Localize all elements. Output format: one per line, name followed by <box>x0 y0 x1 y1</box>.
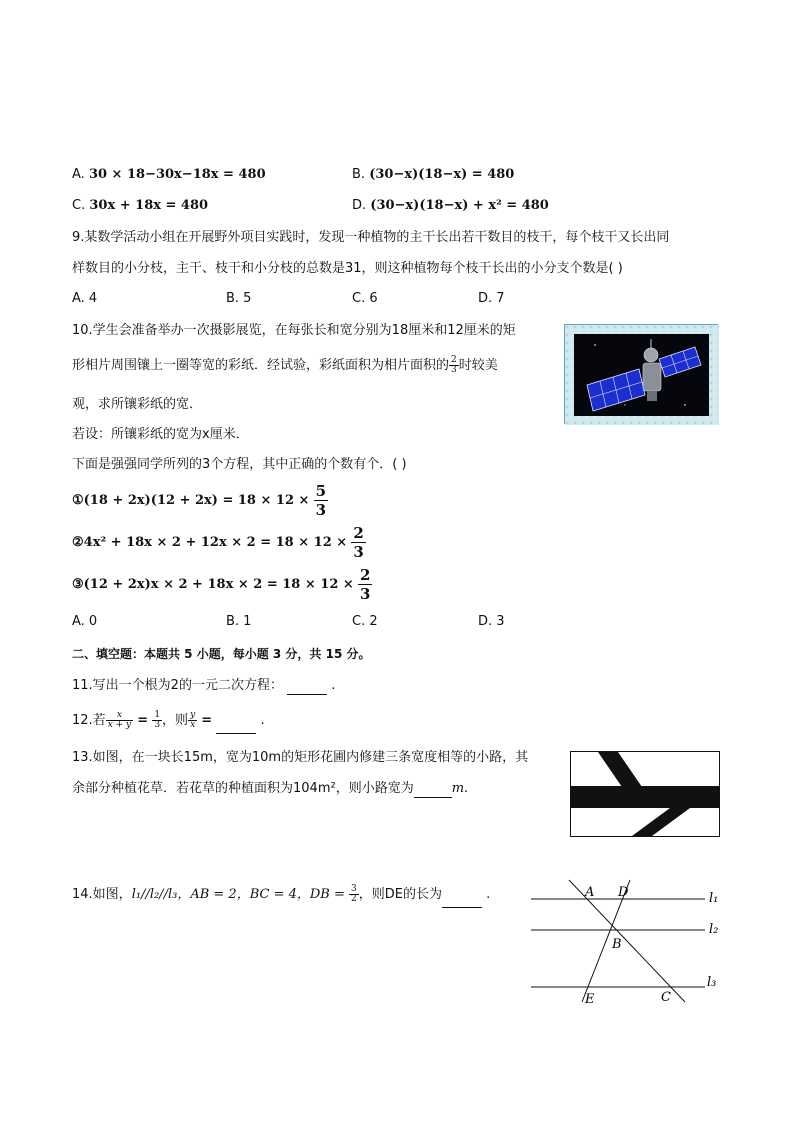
q10-line-1: 10.学生会准备举办一次摄影展览，在每张长和宽分别为18厘米和12厘米的矩 <box>72 323 516 338</box>
option-label: C. <box>72 198 86 213</box>
q14-lines: l₁//l₂//l₃ <box>131 887 178 902</box>
numerator: 2 <box>451 355 457 365</box>
answer-blank[interactable] <box>287 680 327 695</box>
q9-option-a: A. 4 <box>72 291 98 306</box>
q10-option-a: A. 0 <box>72 614 98 629</box>
equation-fraction <box>351 524 365 561</box>
q11 <box>72 677 335 695</box>
answer-blank[interactable] <box>442 893 482 908</box>
option-label: A. <box>72 167 85 182</box>
section-title: 二、填空题：本题共 5 小题，每小题 3 分，共 15 分。 <box>72 647 371 661</box>
q12-prefix: 12.若 <box>72 713 106 728</box>
q14-conditions: ，AB = 2，BC = 4，DB = <box>177 887 345 902</box>
option-expression: 30 × 18−30x−18x = 480 <box>88 167 266 182</box>
q13-line-2-text: 余部分种植花草．若花草的种植面积为104m²，则小路宽为 <box>72 781 414 796</box>
option-label: B. <box>352 167 366 182</box>
option-label: D. <box>352 198 367 213</box>
q14 <box>72 882 490 908</box>
q12-end: . <box>260 713 265 728</box>
q9-line-1: 9.某数学活动小组在开展野外项目实践时，发现一种植物的主干长出若干数目的枝干，每个枝干又长出同 <box>72 230 670 245</box>
numerator: x <box>106 711 133 721</box>
numerator: 2 <box>353 524 364 542</box>
q14-prefix: 14.如图， <box>72 887 132 902</box>
label-b: B <box>612 937 622 952</box>
label-l1: l₁ <box>709 891 719 906</box>
q10-option-c: C. 2 <box>352 614 378 629</box>
q10-line-2-end: 时较美 <box>458 358 498 373</box>
label-c: C <box>661 990 671 1005</box>
q10-equation-1 <box>72 482 328 520</box>
option-expression: (30−x)(18−x) + x² = 480 <box>370 198 549 213</box>
q9-option-b: B. 5 <box>226 291 252 306</box>
satellite-photo <box>564 324 718 424</box>
q10-line-3: 观，求所镶彩纸的宽． <box>72 397 203 412</box>
q8-option-b <box>352 166 514 184</box>
q8-option-c <box>72 197 208 215</box>
denominator: 3 <box>353 543 364 561</box>
q9-option-c: C. 6 <box>352 291 378 306</box>
numerator: 3 <box>351 884 357 894</box>
equation-text: ②4x² + 18x × 2 + 12x × 2 = 18 × 12 × <box>72 535 348 550</box>
q12-fraction-2 <box>152 711 162 730</box>
q8-option-d <box>352 197 549 215</box>
numerator: 5 <box>315 482 326 500</box>
q14-end: . <box>486 887 491 902</box>
label-e: E <box>585 992 595 1007</box>
q10-line-4: 若设：所镶彩纸的宽为x厘米． <box>72 427 249 442</box>
equation-text: ③(12 + 2x)x × 2 + 18x × 2 = 18 × 12 × <box>72 577 354 592</box>
q14-text: ，则DE的长为 <box>358 887 442 902</box>
q8-option-a <box>72 166 266 184</box>
q9-option-d: D. 7 <box>478 291 505 306</box>
q12 <box>72 708 265 734</box>
equation-text: ①(18 + 2x)(12 + 2x) = 18 × 12 × <box>72 493 310 508</box>
option-expression: (30−x)(18−x) = 480 <box>369 167 515 182</box>
q10-fraction <box>449 356 459 375</box>
denominator: x <box>190 720 196 730</box>
label-l3: l₃ <box>707 975 717 990</box>
q10-line-2 <box>72 356 498 375</box>
q12-fraction-3 <box>188 711 197 730</box>
equation-fraction <box>358 566 372 603</box>
denominator: 3 <box>359 585 371 603</box>
numerator: 2 <box>359 566 371 584</box>
q12-fraction-1 <box>106 711 133 730</box>
denominator: 3 <box>154 720 161 730</box>
q10-line-5: 下面是强强同学所列的3个方程，其中正确的个数有个．( ) <box>72 457 407 472</box>
equals-sign: = <box>201 713 213 728</box>
denominator: 2 <box>351 894 357 904</box>
denominator: 3 <box>315 501 326 519</box>
q10-option-d: D. 3 <box>478 614 505 629</box>
parallel-lines-figure <box>525 876 725 1008</box>
q11-end: . <box>331 678 336 693</box>
denominator: 3 <box>451 365 457 375</box>
q14-fraction <box>349 885 359 904</box>
q13-line-2 <box>72 780 468 798</box>
label-d: D <box>618 885 629 900</box>
q13-unit: m. <box>451 781 469 796</box>
equals-sign: = <box>137 713 149 728</box>
label-l2: l₂ <box>709 922 719 937</box>
answer-blank[interactable] <box>414 783 452 798</box>
option-expression: 30x + 18x = 480 <box>89 198 209 213</box>
q10-equation-2 <box>72 524 366 562</box>
equation-fraction <box>314 482 328 519</box>
q10-option-b: B. 1 <box>226 614 252 629</box>
q9-line-2: 样数目的小分枝，主干、枝干和小分枝的总数是31，则这种植物每个枝干长出的小分支个数是( ) <box>72 261 623 276</box>
garden-figure <box>570 751 720 837</box>
q10-line-2-text: 形相片周围镶上一圈等宽的彩纸．经试验，彩纸面积为相片面积的 <box>72 358 450 373</box>
answer-blank[interactable] <box>216 719 256 734</box>
label-a: A <box>585 885 595 900</box>
q13-line-1: 13.如图，在一块长15m，宽为10m的矩形花圃内修建三条宽度相等的小路，其 <box>72 750 529 765</box>
denominator: x + y <box>107 720 132 730</box>
path-horizontal <box>571 786 719 808</box>
q10-equation-3 <box>72 566 372 604</box>
satellite-image <box>565 325 719 425</box>
numerator: 1 <box>154 710 161 720</box>
q12-middle: ，则 <box>162 713 189 728</box>
q11-text: 11.写出一个根为2的一元二次方程： <box>72 678 283 693</box>
numerator: y <box>190 710 196 720</box>
